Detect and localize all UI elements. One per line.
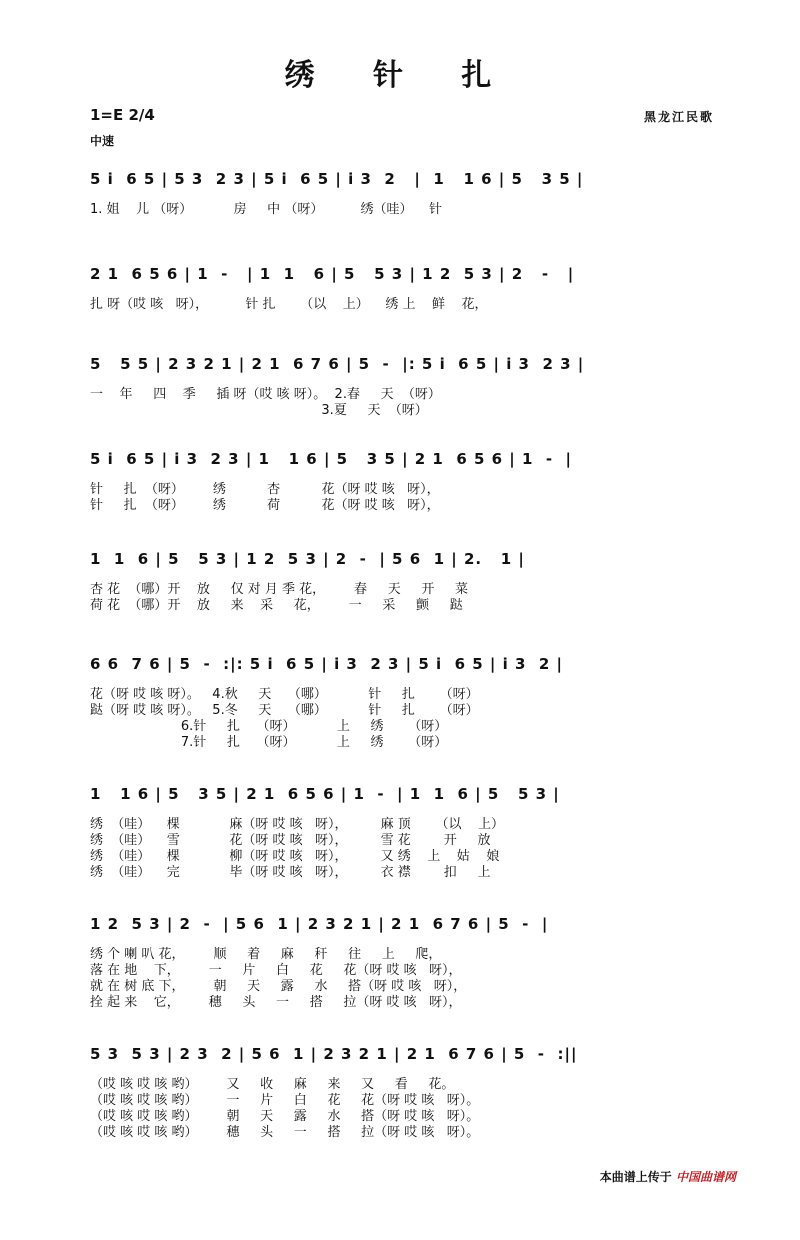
lyric-line: 7.针 扎 （呀） 上 绣 （呀）: [90, 735, 448, 750]
lyric-line: 跶（呀 哎 咳 呀）。 5.冬 天 （哪） 针 扎 （呀）: [90, 703, 479, 718]
lyric-line: 扎 呀（哎 咳 呀）， 针 扎 （以 上） 绣 上 鲜 花，: [90, 297, 488, 312]
lyric-line: 绣 个 喇 叭 花， 顺 着 麻 秆 往 上 爬，: [90, 947, 442, 962]
footer: [600, 1168, 736, 1185]
lyric-line: 绣 （哇） 雪 花（呀 哎 咳 呀）， 雪 花 开 放: [90, 833, 491, 848]
lyric-line: 落 在 地 下， 一 片 白 花 花（呀 哎 咳 呀），: [90, 963, 462, 978]
lyric-line: 拴 起 来 它， 穗 头 一 搭 拉（呀 哎 咳 呀），: [90, 995, 462, 1010]
footer-brand[interactable]: 中国曲谱网: [675, 1170, 736, 1184]
lyric-line: 杏 花 （哪）开 放 仅 对 月 季 花， 春 天 开 菜: [90, 582, 469, 597]
lyric-line: 针 扎 （呀） 绣 杏 花（呀 哎 咳 呀），: [90, 482, 440, 497]
lyric-line: 绣 （哇） 棵 柳（呀 哎 咳 呀）， 又 绣 上 姑 娘: [90, 849, 500, 864]
lyric-line: 一 年 四 季 插 呀（哎 咳 呀）。 2.春 天 （呀）: [90, 387, 441, 402]
lyric-line: 绣 （哇） 棵 麻（呀 哎 咳 呀）， 麻 顶 （以 上）: [90, 817, 505, 832]
lyric-line: （哎 咳 哎 咳 哟） 朝 天 露 水 搭（呀 哎 咳 呀）。: [90, 1109, 480, 1124]
notation-line: 5 5 5 | 2 3 2 1 | 2 1 6 7 6 | 5 - |: 5 i 6 5 | i 3 2 3 |: [90, 355, 585, 373]
lyric-line: 1. 姐 儿 （呀） 房 中 （呀） 绣（哇） 针: [90, 202, 443, 217]
lyric-line: 花（呀 哎 咳 呀）。 4.秋 天 （哪） 针 扎 （呀）: [90, 687, 479, 702]
song-title: 绣 针 扎: [284, 58, 516, 93]
notation-line: 1 2 5 3 | 2 - | 5 6 1 | 2 3 2 1 | 2 1 6 7 6 | 5 - |: [90, 915, 549, 933]
notation-line: 2 1 6 5 6 | 1 - | 1 1 6 | 5 5 3 | 1 2 5 3 | 2 - |: [90, 265, 575, 283]
notation-line: 1 1 6 | 5 3 5 | 2 1 6 5 6 | 1 - | 1 1 6 | 5 5 3 |: [90, 785, 560, 803]
notation-line: 6 6 7 6 | 5 - :|: 5 i 6 5 | i 3 2 3 | 5 i 6 5 | i 3 2 |: [90, 655, 563, 673]
lyric-line: （哎 咳 哎 咳 哟） 穗 头 一 搭 拉（呀 哎 咳 呀）。: [90, 1125, 480, 1140]
lyric-line: 荷 花 （哪）开 放 来 采 花， 一 采 颤 跶: [90, 598, 463, 613]
lyric-line: 针 扎 （呀） 绣 荷 花（呀 哎 咳 呀），: [90, 498, 440, 513]
notation-line: 5 i 6 5 | i 3 2 3 | 1 1 6 | 5 3 5 | 2 1 6 5 6 | 1 - |: [90, 450, 573, 468]
tempo-marking: 中速: [90, 134, 115, 148]
lyric-line: （哎 咳 哎 咳 哟） 又 收 麻 来 又 看 花。: [90, 1077, 455, 1092]
lyric-line: 6.针 扎 （呀） 上 绣 （呀）: [90, 719, 448, 734]
notation-line: 5 3 5 3 | 2 3 2 | 5 6 1 | 2 3 2 1 | 2 1 6 7 6 | 5 - :||: [90, 1045, 578, 1063]
notation-line: 1 1 6 | 5 5 3 | 1 2 5 3 | 2 - | 5 6 1 | 2. 1 |: [90, 550, 525, 568]
lyric-line: 就 在 树 底 下， 朝 天 露 水 搭（呀 哎 咳 呀），: [90, 979, 467, 994]
notation-line: 5 i 6 5 | 5 3 2 3 | 5 i 6 5 | i 3 2 | 1 1 6 | 5 3 5 |: [90, 170, 584, 188]
lyric-line: （哎 咳 哎 咳 哟） 一 片 白 花 花（呀 哎 咳 呀）。: [90, 1093, 480, 1108]
lyric-line: 绣 （哇） 完 毕（呀 哎 咳 呀）， 衣 襟 扣 上: [90, 865, 491, 880]
key-signature: 1=E 2/4: [90, 106, 155, 124]
lyric-line: 3.夏 天 （呀）: [90, 403, 428, 418]
footer-text: 本曲谱上传于: [599, 1170, 672, 1184]
song-source: 黑龙江民歌: [643, 110, 714, 124]
